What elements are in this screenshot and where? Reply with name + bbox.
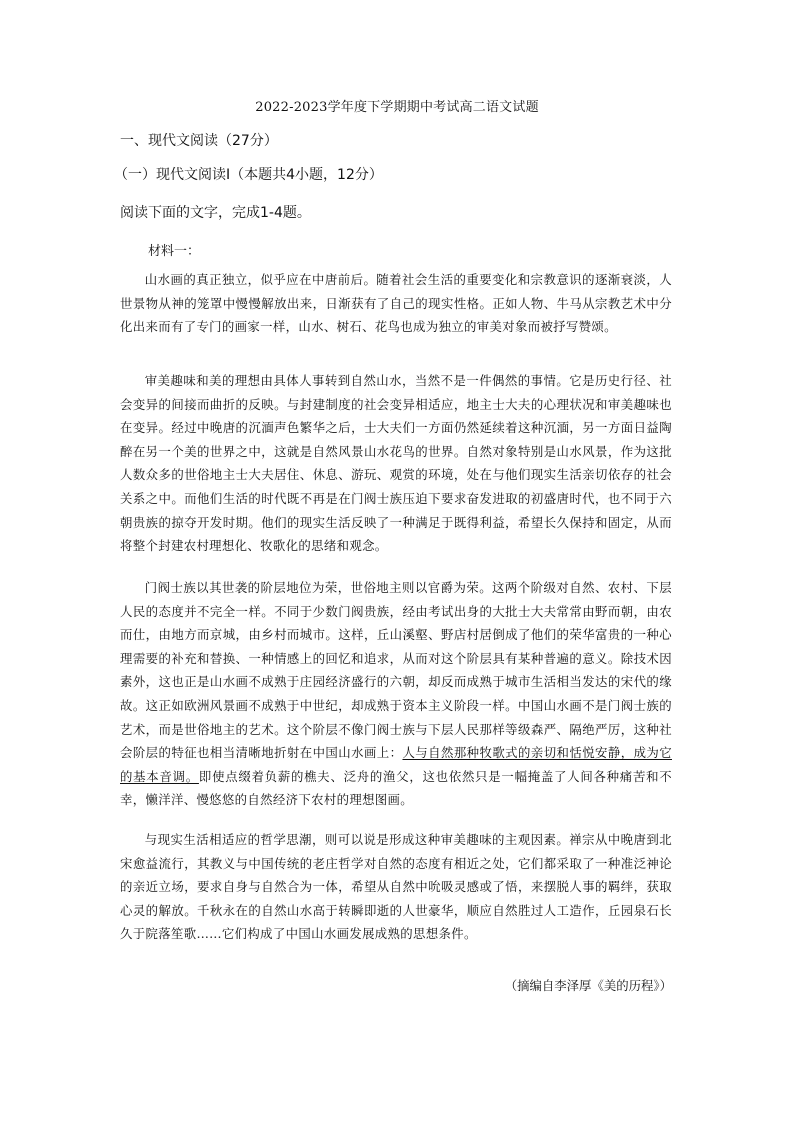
- section-heading: 一、现代文阅读（27分）: [120, 133, 278, 149]
- paragraph-1: 山水画的真正独立，似乎应在中唐前后。随着社会生活的重要变化和宗教意识的逐渐衰淡，人世景物从神的笼罩中慢慢解放出来，日渐获有了自己的现实性格。正如人物、牛马从宗教艺术中分化出来而有了专门的画家一样，山水、树石、花鸟也成为独立的审美对象而被抒写赞颂。: [120, 272, 672, 335]
- reading-instruction: 阅读下面的文字，完成1-4题。: [120, 205, 311, 221]
- document-title: 2022-2023学年度下学期期中考试高二语文试题: [255, 100, 539, 115]
- paragraph-3-text-before: 门阀士族以其世袭的阶层地位为荣，世俗地主则以官爵为荣。这两个阶级对自然、农村、下层人民的态度并不完全一样。不同于少数门阀贵族，经由考试出身的大批士大夫常常由野而朝，由农而仕，由地方而京城，由乡村而城市。这样，丘山溪壑、野店村居倒成了他们的荣华富贵的一种心理需要的补充和替换、一种情感上的回忆和追求，从而对这个阶层具有某种普遍的意义。除技术因素外，这也正是山水画不成熟于庄园经济盛行的六朝，却反而成熟于城市生活相当发达的宋代的缘故。这正如欧洲风景画不成熟于中世纪，却成熟于资本主义阶段一样。中国山水画不是门阀士族的艺术，而是世俗地主的艺术。这个阶层不像门阀士族与下层人民那样等级森严、隔绝严厉，这种社会阶层的特征也相当清晰地折射在中国山水画上：: [120, 580, 672, 761]
- paragraph-3: [120, 576, 672, 812]
- paragraph-2: 审美趣味和美的理想由具体人事转到自然山水，当然不是一件偶然的事情。它是历史行径、社会变异的间接而曲折的反映。与封建制度的社会变异相适应，地主士大夫的心理状况和审美趣味也在变异。经过中晚唐的沉湎声色繁华之后，士大夫们一方面仍然延续着这种沉湎，另一方面日益陶醉在另一个美的世界之中，这就是自然风景山水花鸟的世界。自然对象特别是山水风景，作为这批人数众多的世俗地主士大夫居住、休息、游玩、观赏的环境，处在与他们现实生活亲切依存的社会关系之中。而他们生活的时代既不再是在门阀士族压迫下要求奋发进取的初盛唐时代，也不同于六朝贵族的掠夺开发时期。他们的现实生活反映了一种满足于既得利益，希望长久保持和固定，从而将整个封建农村理想化、牧歌化的思绪和观念。: [120, 373, 672, 554]
- underlined-sentence: 人与自然那种牧歌式的亲切和恬悦安静，成为它的基本音调。: [120, 745, 672, 784]
- paragraph-4: 与现实生活相适应的哲学思潮，则可以说是形成这种审美趣味的主观因素。禅宗从中晚唐到北宋愈益流行，其教义与中国传统的老庄哲学对自然的态度有相近之处，它们都采取了一种准泛神论的亲近立场，要求自身与自然合为一体，希望从自然中吮吸灵感或了悟，来摆脱人事的羁绊，获取心灵的解放。千秋永在的自然山水高于转瞬即逝的人世豪华，顺应自然胜过人工造作，丘园泉石长久于院落笙歌……它们构成了中国山水画发展成熟的思想条件。: [120, 832, 672, 942]
- paragraph-3-text-after: 即使点缀着负薪的樵夫、泛舟的渔父，这也依然只是一幅掩盖了人间各种痛苦和不幸，懒洋洋、慢悠悠的自然经济下农村的理想图画。: [120, 768, 672, 808]
- source-citation: （摘编自李泽厚《美的历程》）: [504, 978, 672, 993]
- subsection-heading: （一）现代文阅读Ⅰ（本题共4小题，12分）: [114, 167, 383, 183]
- material-label: 材料一：: [148, 244, 201, 259]
